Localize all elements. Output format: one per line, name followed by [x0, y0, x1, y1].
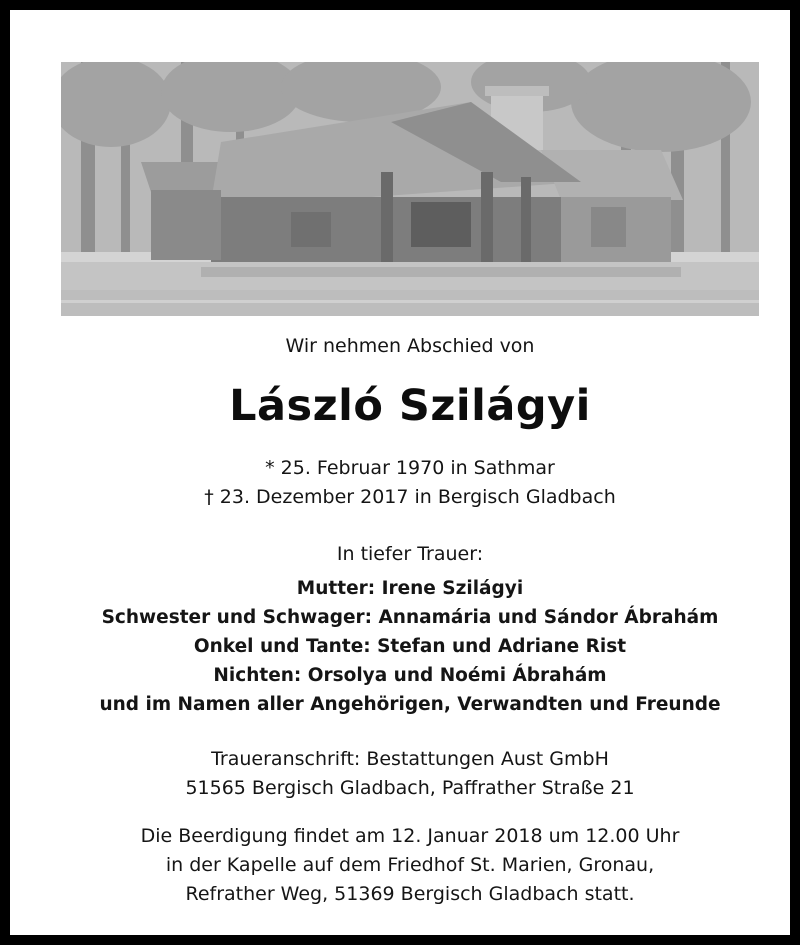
- family-line: Schwester und Schwager: Annamária und Sándor Ábrahám: [101, 607, 719, 628]
- birth-line: * 25. Februar 1970 in Sathmar: [265, 457, 555, 479]
- funeral-line: Refrather Weg, 51369 Bergisch Gladbach statt.: [185, 883, 635, 905]
- family-line: und im Namen aller Angehörigen, Verwandten und Freunde: [99, 694, 721, 715]
- family-line: Nichten: Orsolya und Noémi Ábrahám: [213, 665, 607, 686]
- family-line: Onkel und Tante: Stefan und Adriane Rist: [193, 636, 627, 657]
- death-line: † 23. Dezember 2017 in Bergisch Gladbach: [204, 486, 616, 508]
- funeral-line: Die Beerdigung findet am 12. Januar 2018 um 12.00 Uhr: [140, 825, 680, 847]
- family-line: Mutter: Irene Szilágyi: [296, 578, 524, 599]
- address-line: Traueranschrift: Bestattungen Aust GmbH: [211, 748, 609, 770]
- deceased-name: László Szilágyi: [229, 381, 591, 431]
- mourning-heading: In tiefer Trauer:: [336, 543, 484, 565]
- address-line: 51565 Bergisch Gladbach, Paffrather Straße 21: [185, 777, 635, 799]
- intro-line: Wir nehmen Abschied von: [285, 335, 535, 357]
- funeral-line: in der Kapelle auf dem Friedhof St. Marien, Gronau,: [165, 854, 655, 876]
- cabin-photo: [61, 62, 759, 316]
